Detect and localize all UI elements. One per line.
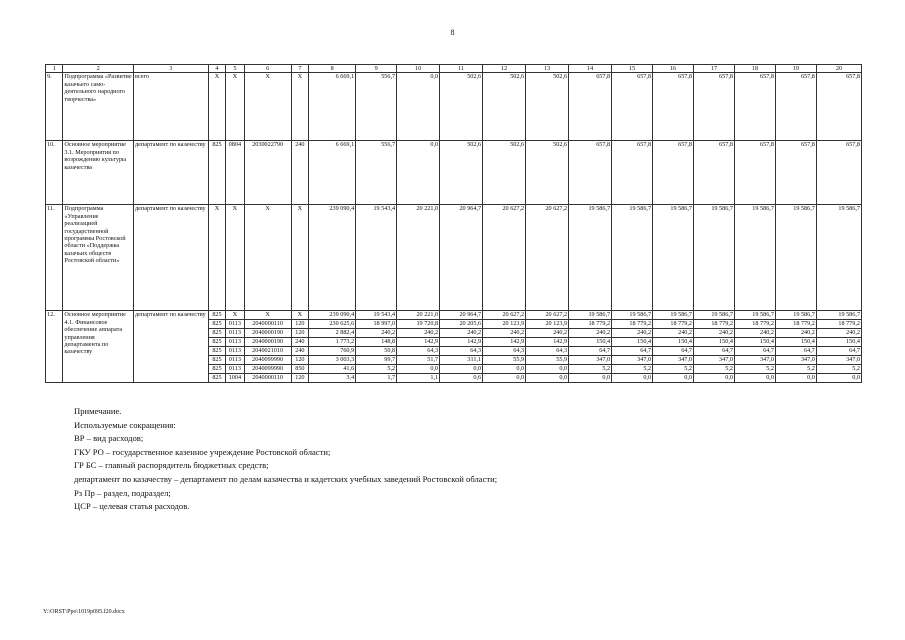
amount-cell: 3,4 xyxy=(309,374,356,383)
amount-cell: 20 221,0 xyxy=(397,311,440,320)
column-number-header: 10 xyxy=(397,65,440,73)
amount-cell: 64,7 xyxy=(775,347,816,356)
grbs-code: 825 xyxy=(208,365,225,374)
amount-cell: 657,8 xyxy=(694,73,735,141)
amount-cell: 55,9 xyxy=(526,356,569,365)
amount-cell: 657,8 xyxy=(612,73,653,141)
amount-cell: 347,0 xyxy=(612,356,653,365)
amount-cell: 142,9 xyxy=(397,338,440,347)
amount-cell: 19 586,7 xyxy=(694,205,735,311)
rzpr-code: 1004 xyxy=(226,374,244,383)
amount-cell: 502,6 xyxy=(483,141,526,205)
amount-cell: 0,0 xyxy=(397,365,440,374)
amount-cell: 18 997,0 xyxy=(356,320,397,329)
amount-cell: 64,7 xyxy=(734,347,775,356)
column-number-header: 11 xyxy=(440,65,483,73)
amount-cell: 0,0 xyxy=(483,365,526,374)
amount-cell: 20 627,2 xyxy=(526,205,569,311)
column-number-header: 4 xyxy=(208,65,225,73)
table-row xyxy=(46,141,862,205)
notes-block xyxy=(74,405,497,514)
amount-cell: 240,2 xyxy=(612,329,653,338)
executor: всего xyxy=(134,73,209,141)
amount-cell: 19 586,7 xyxy=(694,311,735,320)
amount-cell: 150,4 xyxy=(569,338,612,347)
amount-cell: 18 779,2 xyxy=(569,320,612,329)
executor: департамент по казачеству xyxy=(134,205,209,311)
amount-cell: 142,9 xyxy=(440,338,483,347)
column-number-header: 16 xyxy=(653,65,694,73)
amount-cell: 657,8 xyxy=(734,141,775,205)
amount-cell: 19 586,7 xyxy=(612,311,653,320)
program-name: Подпрограмма «Развитие казачьего само-деятельного народного творчества» xyxy=(63,73,134,141)
amount-cell: 150,4 xyxy=(816,338,861,347)
grbs-code: 825 xyxy=(208,141,225,205)
amount-cell: 0,0 xyxy=(440,365,483,374)
row-number: 12. xyxy=(46,311,63,383)
column-number-header: 5 xyxy=(226,65,244,73)
amount-cell: 5,2 xyxy=(569,365,612,374)
amount-cell: 148,8 xyxy=(356,338,397,347)
amount-cell: 347,0 xyxy=(775,356,816,365)
footer-file-path: Y:\ORST\Ppo\1019p095.f20.docx xyxy=(43,609,125,615)
amount-cell: 502,6 xyxy=(526,73,569,141)
amount-cell: 6 669,1 xyxy=(309,141,356,205)
amount-cell: 240,2 xyxy=(775,329,816,338)
note-line: ГР БС – главный распорядитель бюджетных средств; xyxy=(74,460,269,471)
amount-cell: 19 586,7 xyxy=(612,205,653,311)
amount-cell: 0,0 xyxy=(694,374,735,383)
vr-code: 120 xyxy=(291,320,308,329)
column-number-header: 1 xyxy=(46,65,63,73)
amount-cell: 240,2 xyxy=(569,329,612,338)
grbs-code: 825 xyxy=(208,320,225,329)
amount-cell: 20 627,2 xyxy=(483,311,526,320)
amount-cell: 657,8 xyxy=(569,141,612,205)
amount-cell: 20 123,9 xyxy=(526,320,569,329)
amount-cell: 760,9 xyxy=(309,347,356,356)
amount-cell: 657,8 xyxy=(816,141,861,205)
column-number-header: 9 xyxy=(356,65,397,73)
column-number-header: 2 xyxy=(63,65,134,73)
amount-cell: 347,0 xyxy=(816,356,861,365)
column-number-header: 17 xyxy=(694,65,735,73)
csr-code: 2040099990 xyxy=(244,356,291,365)
amount-cell: 19 543,4 xyxy=(356,311,397,320)
amount-cell: 19 586,7 xyxy=(816,205,861,311)
amount-cell: 150,4 xyxy=(775,338,816,347)
note-line: Рз Пр – раздел, подраздел; xyxy=(74,487,171,498)
amount-cell: 240,2 xyxy=(653,329,694,338)
notes-title: Примечание. xyxy=(74,406,122,416)
amount-cell: 0,0 xyxy=(397,141,440,205)
column-number-header: 20 xyxy=(816,65,861,73)
csr-code: Х xyxy=(244,73,291,141)
column-number-header: 18 xyxy=(734,65,775,73)
grbs-code: Х xyxy=(208,205,225,311)
note-line: ВР – вид расходов; xyxy=(74,433,144,444)
note-line: Используемые сокращения: xyxy=(74,419,176,430)
csr-code: 2030022790 xyxy=(244,141,291,205)
rzpr-code: 0113 xyxy=(226,338,244,347)
amount-cell: 240,2 xyxy=(440,329,483,338)
amount-cell: 240,2 xyxy=(734,329,775,338)
vr-code: 240 xyxy=(291,141,308,205)
amount-cell: 0,0 xyxy=(483,374,526,383)
column-number-header: 3 xyxy=(134,65,209,73)
amount-cell: 64,7 xyxy=(653,347,694,356)
amount-cell: 150,4 xyxy=(653,338,694,347)
amount-cell: 20 627,2 xyxy=(526,311,569,320)
amount-cell: 5,2 xyxy=(612,365,653,374)
amount-cell: 0,0 xyxy=(526,365,569,374)
amount-cell: 0,0 xyxy=(526,374,569,383)
amount-cell: 1,1 xyxy=(397,374,440,383)
page-number: 8 xyxy=(450,28,455,37)
amount-cell: 3 003,3 xyxy=(309,356,356,365)
budget-table xyxy=(45,64,862,383)
amount-cell: 240,2 xyxy=(483,329,526,338)
amount-cell: 657,8 xyxy=(694,141,735,205)
amount-cell: 239 090,4 xyxy=(309,205,356,311)
amount-cell: 19 586,7 xyxy=(816,311,861,320)
vr-code: Х xyxy=(291,73,308,141)
amount-cell: 0,0 xyxy=(397,73,440,141)
amount-cell: 657,8 xyxy=(569,73,612,141)
column-number-header: 13 xyxy=(526,65,569,73)
amount-cell: 657,8 xyxy=(734,73,775,141)
column-number-header: 6 xyxy=(244,65,291,73)
vr-code: 240 xyxy=(291,338,308,347)
program-name: Основное мероприятие 3.1. Мероприятия по возрождению культуры казачества xyxy=(63,141,134,205)
amount-cell: 502,6 xyxy=(483,73,526,141)
amount-cell: 19 586,7 xyxy=(775,311,816,320)
grbs-code: 825 xyxy=(208,329,225,338)
column-number-header: 12 xyxy=(483,65,526,73)
amount-cell: 5,2 xyxy=(816,365,861,374)
amount-cell: 657,8 xyxy=(612,141,653,205)
amount-cell: 1,7 xyxy=(356,374,397,383)
csr-code: Х xyxy=(244,205,291,311)
amount-cell: 347,0 xyxy=(653,356,694,365)
amount-cell: 18 779,2 xyxy=(694,320,735,329)
amount-cell: 64,7 xyxy=(816,347,861,356)
amount-cell: 347,0 xyxy=(569,356,612,365)
vr-code: 120 xyxy=(291,356,308,365)
rzpr-code: Х xyxy=(226,311,244,320)
amount-cell: 18 779,2 xyxy=(734,320,775,329)
note-line: департамент по казачеству – департамент по делам казачества и кадетских учебных заведений Ростовской области; xyxy=(74,473,498,484)
csr-code: Х xyxy=(244,311,291,320)
column-number-header: 19 xyxy=(775,65,816,73)
amount-cell: 19 543,4 xyxy=(356,205,397,311)
amount-cell: 18 779,2 xyxy=(612,320,653,329)
amount-cell: 502,6 xyxy=(526,141,569,205)
amount-cell: 150,4 xyxy=(612,338,653,347)
amount-cell: 347,0 xyxy=(734,356,775,365)
amount-cell: 5,2 xyxy=(653,365,694,374)
amount-cell: 20 205,6 xyxy=(440,320,483,329)
amount-cell: 5,2 xyxy=(775,365,816,374)
table-header-row xyxy=(46,65,862,73)
row-number: 9. xyxy=(46,73,63,141)
amount-cell: 311,1 xyxy=(440,356,483,365)
note-line: ГКУ РО – государственное казенное учреждение Ростовской области; xyxy=(74,446,331,457)
executor: департамент по казачеству xyxy=(134,141,209,205)
row-number: 10. xyxy=(46,141,63,205)
amount-cell: 150,4 xyxy=(734,338,775,347)
column-number-header: 15 xyxy=(612,65,653,73)
row-number: 11. xyxy=(46,205,63,311)
amount-cell: 556,7 xyxy=(356,141,397,205)
amount-cell: 657,8 xyxy=(653,73,694,141)
amount-cell: 556,7 xyxy=(356,73,397,141)
vr-code: Х xyxy=(291,311,308,320)
rzpr-code: Х xyxy=(226,73,244,141)
amount-cell: 0,0 xyxy=(816,374,861,383)
amount-cell: 142,9 xyxy=(483,338,526,347)
amount-cell: 0,0 xyxy=(775,374,816,383)
amount-cell: 20 627,2 xyxy=(483,205,526,311)
note-line: ЦСР – целевая статья расходов. xyxy=(74,501,190,512)
rzpr-code: 0113 xyxy=(226,329,244,338)
amount-cell: 64,3 xyxy=(397,347,440,356)
amount-cell: 1 773,2 xyxy=(309,338,356,347)
csr-code: 2040021010 xyxy=(244,347,291,356)
amount-cell: 19 720,8 xyxy=(397,320,440,329)
grbs-code: 825 xyxy=(208,311,225,320)
amount-cell: 18 779,2 xyxy=(775,320,816,329)
amount-cell: 347,0 xyxy=(694,356,735,365)
amount-cell: 20 123,9 xyxy=(483,320,526,329)
amount-cell: 50,8 xyxy=(356,347,397,356)
amount-cell: 20 964,7 xyxy=(440,205,483,311)
amount-cell: 99,7 xyxy=(356,356,397,365)
program-name: Подпрограмма «Управление реализацией государственной программы Ростовской области «Поддержка казачьих обществ Ростовской области» xyxy=(63,205,134,311)
amount-cell: 240,2 xyxy=(526,329,569,338)
csr-code: 2040000190 xyxy=(244,338,291,347)
amount-cell: 150,4 xyxy=(694,338,735,347)
csr-code: 2040000190 xyxy=(244,329,291,338)
amount-cell: 240,2 xyxy=(356,329,397,338)
amount-cell: 240,2 xyxy=(694,329,735,338)
rzpr-code: 0804 xyxy=(226,141,244,205)
csr-code: 2040099990 xyxy=(244,365,291,374)
amount-cell: 64,3 xyxy=(526,347,569,356)
amount-cell: 502,6 xyxy=(440,141,483,205)
csr-code: 2040000110 xyxy=(244,320,291,329)
amount-cell: 657,8 xyxy=(775,141,816,205)
rzpr-code: 0113 xyxy=(226,320,244,329)
rzpr-code: Х xyxy=(226,205,244,311)
amount-cell: 6 669,1 xyxy=(309,73,356,141)
amount-cell: 18 779,2 xyxy=(653,320,694,329)
amount-cell: 55,9 xyxy=(483,356,526,365)
vr-code: 120 xyxy=(291,374,308,383)
amount-cell: 0,0 xyxy=(734,374,775,383)
amount-cell: 20 221,0 xyxy=(397,205,440,311)
amount-cell: 19 586,7 xyxy=(734,311,775,320)
amount-cell: 0,0 xyxy=(569,374,612,383)
vr-code: 240 xyxy=(291,347,308,356)
amount-cell: 657,8 xyxy=(775,73,816,141)
grbs-code: 825 xyxy=(208,338,225,347)
amount-cell: 19 586,7 xyxy=(734,205,775,311)
amount-cell: 64,3 xyxy=(440,347,483,356)
column-number-header: 7 xyxy=(291,65,308,73)
table-row xyxy=(46,73,862,141)
amount-cell: 51,7 xyxy=(397,356,440,365)
amount-cell: 230 625,6 xyxy=(309,320,356,329)
amount-cell: 64,7 xyxy=(612,347,653,356)
amount-cell: 18 779,2 xyxy=(816,320,861,329)
rzpr-code: 0113 xyxy=(226,356,244,365)
amount-cell: 657,8 xyxy=(653,141,694,205)
amount-cell: 142,9 xyxy=(526,338,569,347)
grbs-code: 825 xyxy=(208,347,225,356)
csr-code: 2040000110 xyxy=(244,374,291,383)
amount-cell: 657,8 xyxy=(816,73,861,141)
column-number-header: 14 xyxy=(569,65,612,73)
amount-cell: 64,3 xyxy=(483,347,526,356)
grbs-code: 825 xyxy=(208,356,225,365)
vr-code: Х xyxy=(291,205,308,311)
amount-cell: 5,2 xyxy=(734,365,775,374)
amount-cell: 502,6 xyxy=(440,73,483,141)
column-number-header: 8 xyxy=(309,65,356,73)
program-name: Основное мероприятие 4.1. Финансовое обеспечение аппарата управления департамента по казачеству xyxy=(63,311,134,383)
amount-cell: 41,6 xyxy=(309,365,356,374)
table-row xyxy=(46,205,862,311)
amount-cell: 19 586,7 xyxy=(775,205,816,311)
amount-cell: 240,2 xyxy=(397,329,440,338)
amount-cell: 19 586,7 xyxy=(653,311,694,320)
amount-cell: 19 586,7 xyxy=(569,205,612,311)
amount-cell: 0,6 xyxy=(440,374,483,383)
grbs-code: Х xyxy=(208,73,225,141)
amount-cell: 240,2 xyxy=(816,329,861,338)
vr-code: 850 xyxy=(291,365,308,374)
table-row xyxy=(46,311,862,320)
amount-cell: 5,2 xyxy=(694,365,735,374)
amount-cell: 19 586,7 xyxy=(653,205,694,311)
amount-cell: 2 882,4 xyxy=(309,329,356,338)
amount-cell: 64,7 xyxy=(694,347,735,356)
grbs-code: 825 xyxy=(208,374,225,383)
amount-cell: 239 090,4 xyxy=(309,311,356,320)
amount-cell: 19 586,7 xyxy=(569,311,612,320)
amount-cell: 20 964,7 xyxy=(440,311,483,320)
amount-cell: 0,0 xyxy=(612,374,653,383)
executor: департамент по казачеству xyxy=(134,311,209,383)
amount-cell: 5,2 xyxy=(356,365,397,374)
amount-cell: 0,0 xyxy=(653,374,694,383)
vr-code: 120 xyxy=(291,329,308,338)
rzpr-code: 0113 xyxy=(226,347,244,356)
amount-cell: 64,7 xyxy=(569,347,612,356)
rzpr-code: 0113 xyxy=(226,365,244,374)
